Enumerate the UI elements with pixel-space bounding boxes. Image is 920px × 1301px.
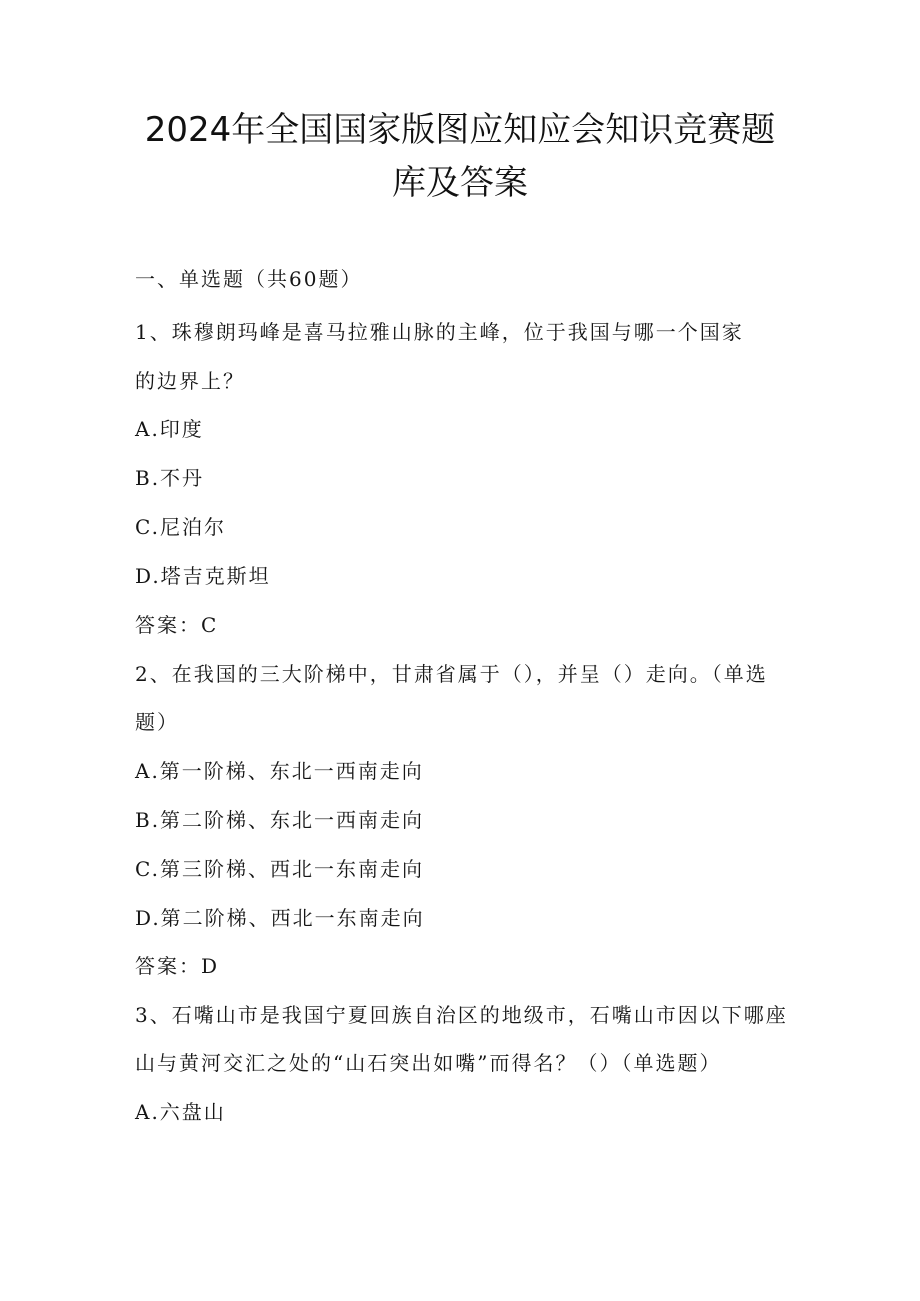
document-title-line-2: 库及答案	[392, 163, 528, 203]
question-2-option-d: D.第二阶梯、西北一东南走向	[135, 906, 425, 930]
question-2-stem-line-1: 2、在我国的三大阶梯中，甘肃省属于（），并呈（）走向。（单选	[135, 662, 768, 686]
question-2-option-c: C.第三阶梯、西北一东南走向	[135, 857, 424, 881]
question-1-option-a: A.印度	[135, 417, 204, 441]
section-heading: 一、单选题（共60题）	[135, 267, 363, 291]
question-3-option-a: A.六盘山	[135, 1100, 226, 1124]
question-1-answer: 答案：C	[135, 613, 219, 637]
question-1-option-c: C.尼泊尔	[135, 515, 226, 539]
question-3-stem-line-1: 3、石嘴山市是我国宁夏回族自治区的地级市，石嘴山市因以下哪座	[135, 1003, 788, 1027]
question-2-answer: 答案：D	[135, 954, 220, 978]
question-1-stem-line-1: 1、珠穆朗玛峰是喜马拉雅山脉的主峰，位于我国与哪一个国家	[135, 320, 744, 344]
question-2-option-a: A.第一阶梯、东北一西南走向	[135, 759, 424, 783]
document-title-line-1: 2024年全国国家版图应知应会知识竞赛题	[144, 110, 776, 150]
question-1-stem-line-2: 的边界上？	[135, 369, 245, 393]
question-1-option-b: B.不丹	[135, 466, 205, 490]
question-2-stem-line-2: 题）	[135, 710, 179, 734]
question-3-stem-line-2: 山与黄河交汇之处的“山石突出如嘴”而得名？（）（单选题）	[135, 1051, 722, 1075]
question-2-option-b: B.第二阶梯、东北一西南走向	[135, 808, 425, 832]
question-1-option-d: D.塔吉克斯坦	[135, 564, 271, 588]
